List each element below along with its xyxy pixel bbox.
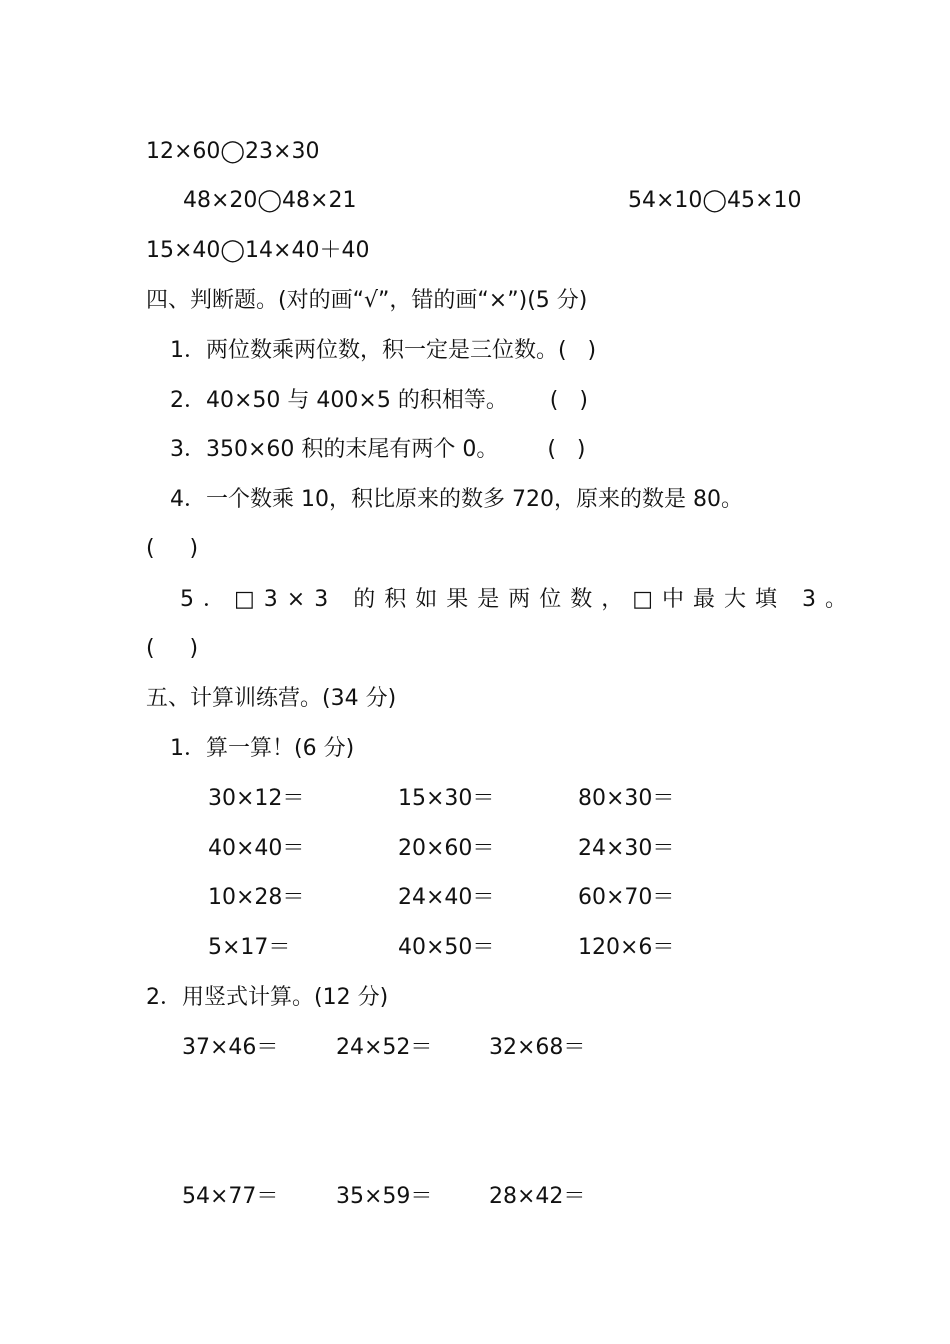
judge-item-4-answer-paren: ( ): [146, 536, 199, 561]
judge-item-2: 2．40×50 与 400×5 的积相等。 ( ): [170, 388, 588, 413]
compare-row-2-right: 54×10◯45×10: [628, 188, 802, 213]
vertical-calc-item: 28×42＝: [489, 1184, 586, 1209]
oral-calc-item: 10×28＝: [208, 885, 305, 910]
vertical-calc-item: 54×77＝: [182, 1184, 279, 1209]
vertical-calc-item: 35×59＝: [336, 1184, 433, 1209]
oral-calc-item: 5×17＝: [208, 935, 291, 960]
judge-item-5-answer-paren: ( ): [146, 636, 199, 661]
oral-calc-item: 120×6＝: [578, 935, 675, 960]
oral-calc-item: 40×50＝: [398, 935, 495, 960]
oral-calc-item: 30×12＝: [208, 786, 305, 811]
oral-calc-item: 40×40＝: [208, 836, 305, 861]
oral-calc-item: 15×30＝: [398, 786, 495, 811]
part-1-heading: 1．算一算！(6 分): [170, 736, 355, 761]
judge-item-1: 1．两位数乘两位数，积一定是三位数。( ): [170, 338, 597, 363]
part-2-heading: 2．用竖式计算。(12 分): [146, 985, 389, 1010]
oral-calc-item: 24×30＝: [578, 836, 675, 861]
oral-calc-item: 20×60＝: [398, 836, 495, 861]
section-4-heading: 四、判断题。(对的画“√”，错的画“×”)(5 分): [146, 288, 588, 313]
oral-calc-item: 24×40＝: [398, 885, 495, 910]
oral-calc-item: 80×30＝: [578, 786, 675, 811]
judge-item-4: 4．一个数乘 10，积比原来的数多 720，原来的数是 80。: [170, 487, 743, 512]
compare-row-2-left: 48×20◯48×21: [183, 188, 357, 213]
compare-row-3: 15×40◯14×40＋40: [146, 238, 370, 263]
oral-calc-item: 60×70＝: [578, 885, 675, 910]
judge-item-3: 3．350×60 积的末尾有两个 0。 ( ): [170, 437, 586, 462]
vertical-calc-item: 37×46＝: [182, 1035, 279, 1060]
vertical-calc-item: 24×52＝: [336, 1035, 433, 1060]
section-5-heading: 五、计算训练营。(34 分): [146, 686, 397, 711]
vertical-calc-item: 32×68＝: [489, 1035, 586, 1060]
compare-row-1: 12×60◯23×30: [146, 139, 320, 164]
judge-item-5: 5．□3×3 的积如果是两位数，□中最大填 3。: [180, 587, 856, 612]
